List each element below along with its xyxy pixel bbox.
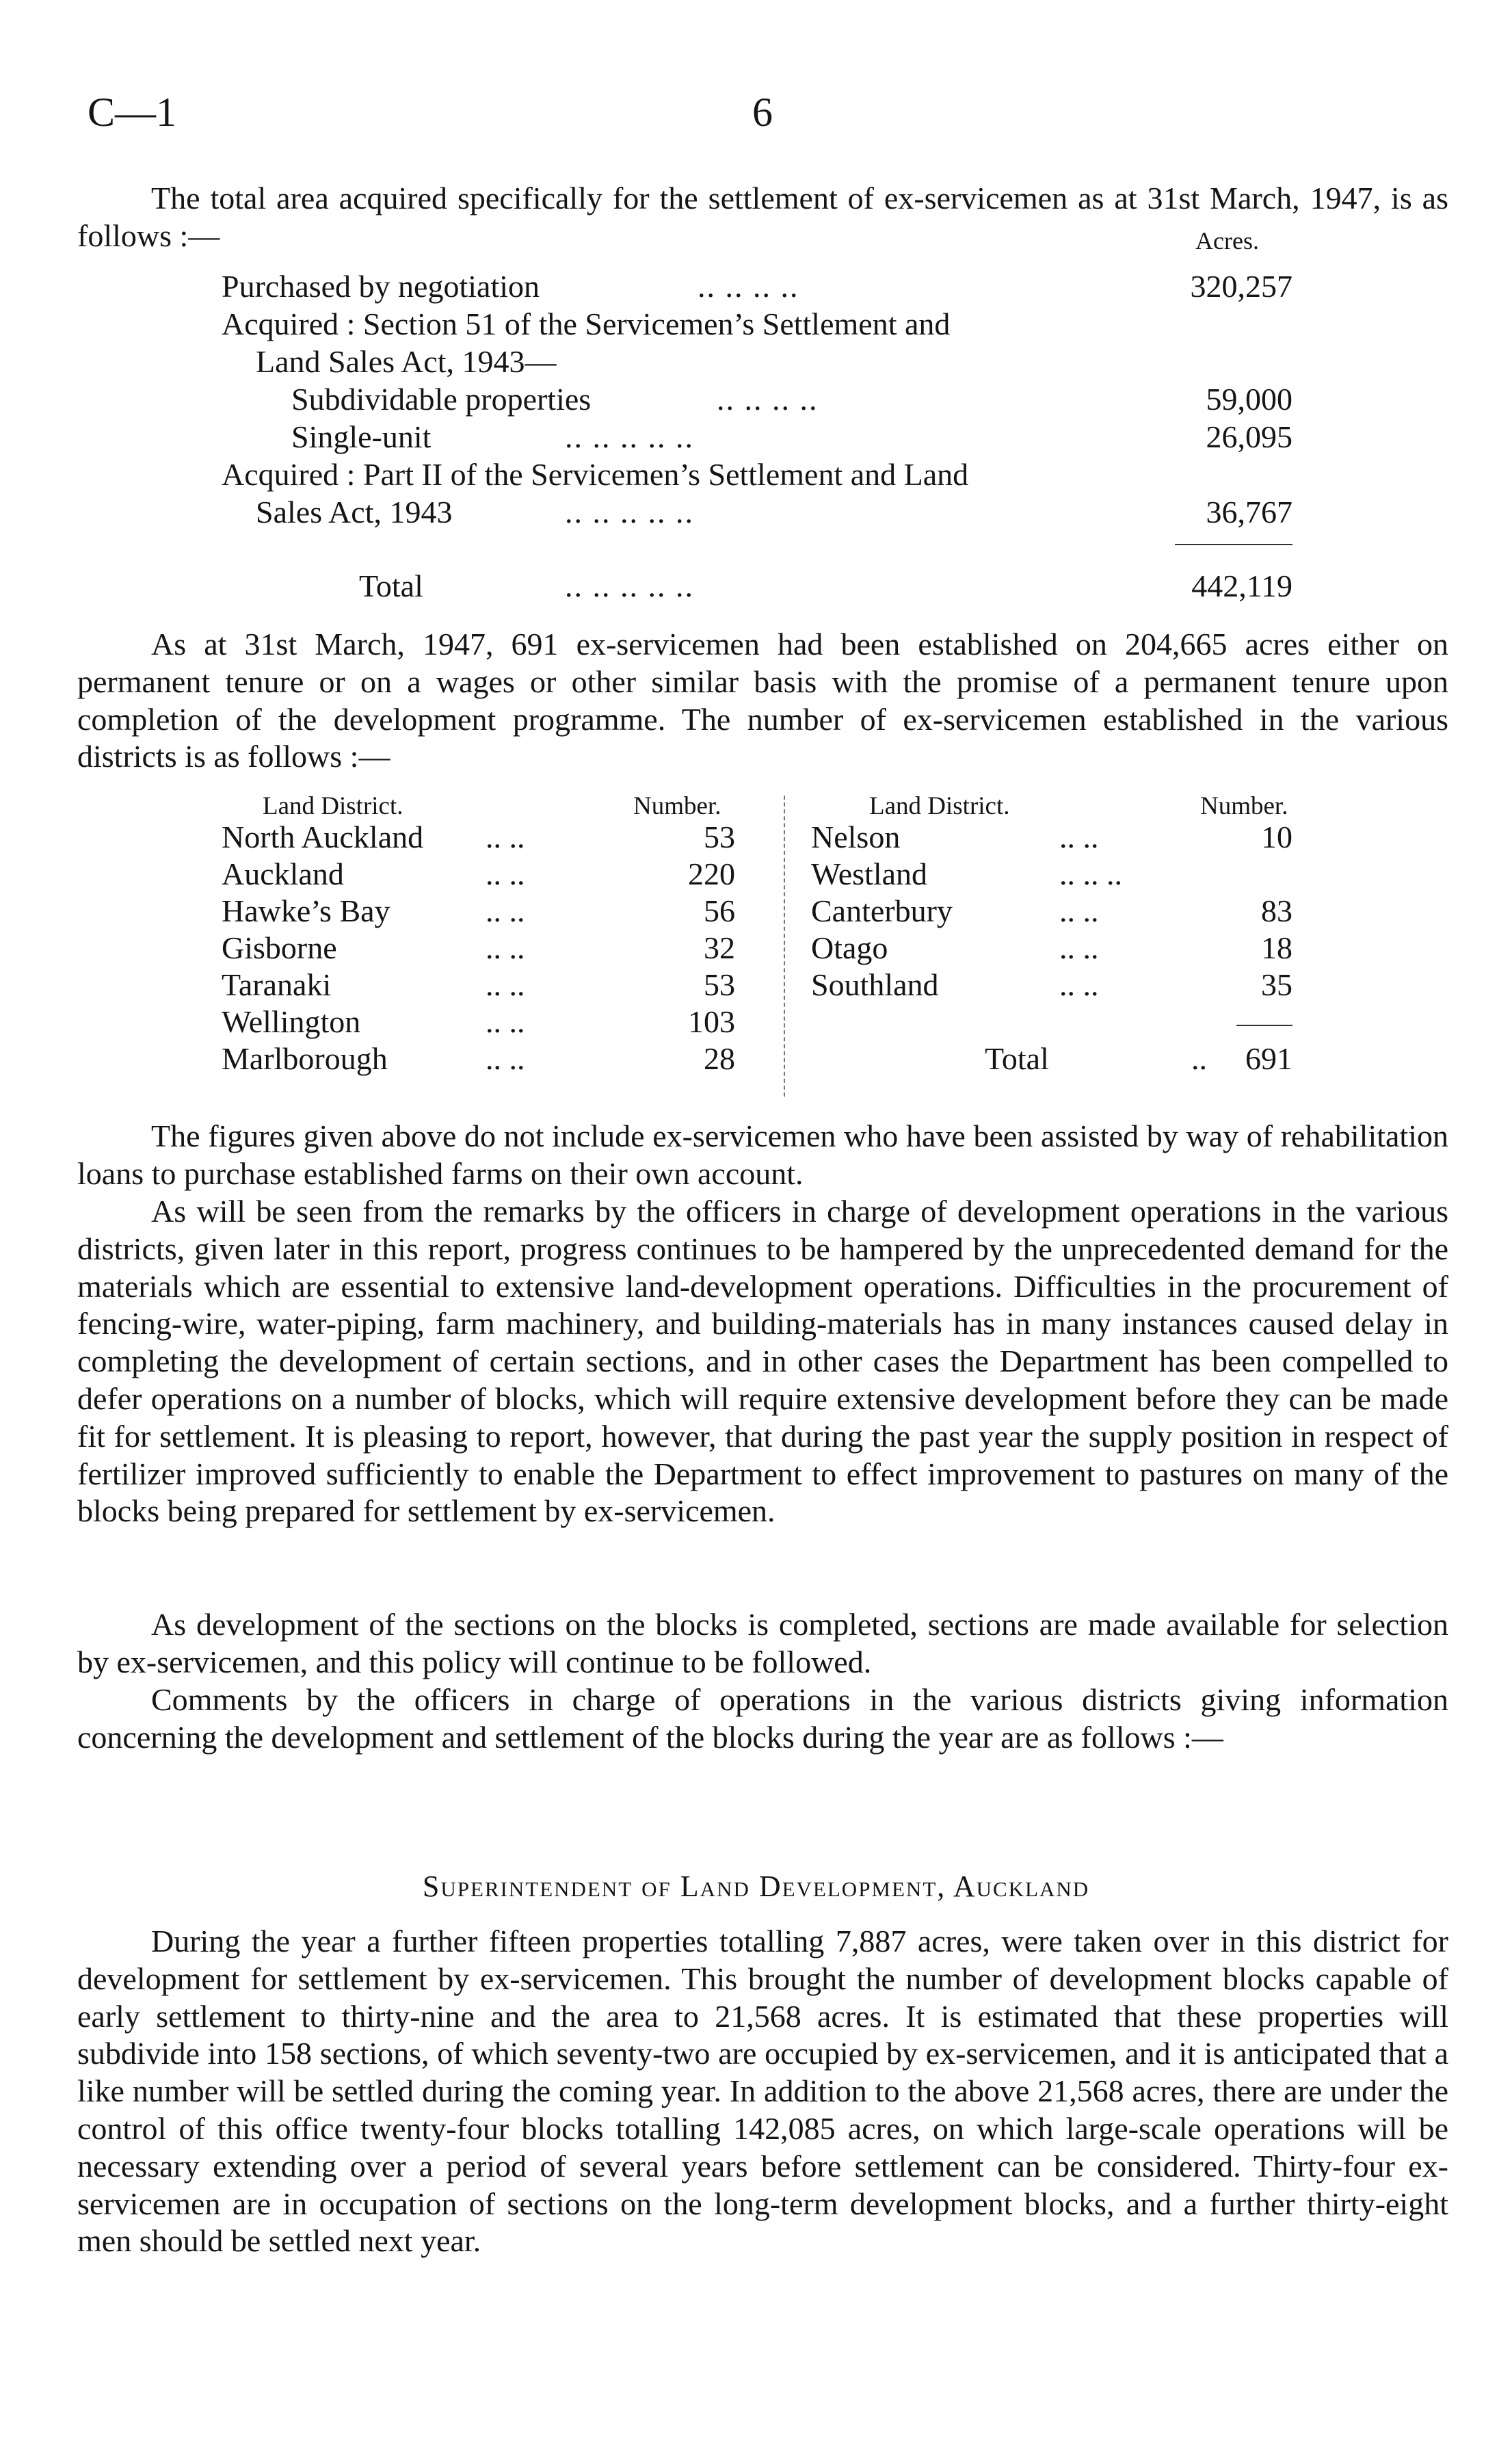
- table-row-district: Gisborne: [222, 930, 337, 965]
- area-total-leader: .. .. .. .. ..: [565, 568, 694, 603]
- subdividable-value: 59,000: [1206, 382, 1292, 417]
- single-unit-leader: .. .. .. .. ..: [565, 419, 694, 454]
- table-row-district: Marlborough: [222, 1041, 388, 1076]
- table-row-number: 32: [704, 930, 735, 965]
- table-row-number: 103: [688, 1004, 735, 1039]
- acquired-s51-line: Acquired : Section 51 of the Servicemen’s Settlement and: [222, 306, 951, 341]
- total-rule: [1175, 544, 1292, 545]
- section-heading: Superintendent of Land Development, Auckland: [422, 1870, 1090, 1903]
- area-total-value: 442,119: [1191, 568, 1292, 603]
- acres-column-heading: Acres.: [1195, 227, 1259, 254]
- table-row-number: 220: [688, 856, 735, 891]
- table-row-number: 83: [1261, 893, 1292, 928]
- established-paragraph: As at 31st March, 1947, 691 ex-servicemen had been established on 204,665 acres either on permanent tenure or on a wages or other similar basis with the promise of a permanent tenure upon completion of the development programme. The number of ex-servicemen established in the various districts is as follows :—: [77, 627, 1448, 774]
- table-row-leader: .. ..: [486, 1041, 525, 1076]
- table-row-district: Southland: [811, 967, 939, 1002]
- single-unit-label: Single-unit: [291, 419, 432, 454]
- table-row-leader: .. ..: [1059, 820, 1099, 854]
- left-district-header: Land District.: [263, 792, 403, 820]
- left-number-header: Number.: [633, 792, 721, 820]
- comments-paragraph: Comments by the officers in charge of operations in the various districts giving information concerning the development and settlement of the blocks during the year are as follows :—: [77, 1682, 1448, 1755]
- table-row-number: 56: [704, 893, 735, 928]
- table-row-number: 53: [704, 967, 735, 1002]
- column-divider: [784, 796, 785, 1097]
- right-district-header: Land District.: [869, 792, 1010, 820]
- purchased-value: 320,257: [1190, 269, 1292, 304]
- development-paragraph: As will be seen from the remarks by the officers in charge of development operations in the various districts, given later in this report, progress continues to be hampered by the unprecedented demand for the materials which are essential to extensive land-development operations. Difficulties in the procurement of fencing-wire, water-piping, farm machinery, and building-materials has in many instances caused delay in completing the development of certain sections, and in other cases the Department has been compelled to defer operations on a number of blocks, which will require extensive development before they can be made fit for settlement. It is pleasing to report, however, that during the past year the supply position in respect of fertilizer improved sufficiently to enable the Department to effect improvement to pastures on many of the blocks being prepared for settlement by ex-servicemen.: [77, 1194, 1448, 1529]
- table-total-rule: [1236, 1025, 1292, 1026]
- auckland-paragraph: During the year a further fifteen properties totalling 7,887 acres, were taken over in this district for development for settlement by ex-servicemen. This brought the number of development blocks capable of early settlement to thirty-nine and the area to 21,568 acres. It is estimated that these properties will subdivide into 158 sections, of which seventy-two are occupied by ex-servicemen, and it is anticipated that a like number will be settled during the coming year. In addition to the above 21,568 acres, there are under the control of this office twenty-four blocks totalling 142,085 acres, on which large-scale operations will be necessary extending over a period of several years before settlement can be considered. Thirty-four ex-servicemen are in occupation of sections on the long-term development blocks, and a further thirty-eight men should be settled next year.: [77, 1924, 1448, 2259]
- acquired-part2-leader: .. .. .. .. ..: [565, 495, 694, 529]
- table-row-district: Otago: [811, 930, 888, 965]
- acquired-part2-value: 36,767: [1206, 495, 1292, 529]
- table-row-leader: .. ..: [486, 930, 525, 965]
- acquired-part2-label: Sales Act, 1943: [256, 495, 453, 529]
- table-total-leader: ..: [1191, 1041, 1207, 1076]
- acquired-s51-continuation: Land Sales Act, 1943—: [256, 344, 557, 379]
- intro-paragraph: The total area acquired specifically for the settlement of ex-servicemen as at 31st March, 1947, is as follows :—: [77, 181, 1448, 253]
- table-row-leader: .. ..: [1059, 967, 1099, 1002]
- table-row-district: North Auckland: [222, 820, 424, 854]
- acquired-part2-line: Acquired : Part II of the Servicemen’s Settlement and Land: [222, 457, 969, 492]
- table-row-leader: .. ..: [1059, 893, 1099, 928]
- table-row-district: Nelson: [811, 820, 901, 854]
- table-row-leader: .. .. ..: [1059, 856, 1122, 891]
- purchased-leader: .. .. .. ..: [698, 269, 799, 304]
- table-row-leader: .. ..: [486, 893, 525, 928]
- table-row-district: Hawke’s Bay: [222, 893, 390, 928]
- table-row-leader: .. ..: [486, 1004, 525, 1039]
- table-row-leader: .. ..: [486, 856, 525, 891]
- table-total-number: 691: [1245, 1041, 1292, 1076]
- table-row-number: 28: [704, 1041, 735, 1076]
- table-total-label: Total: [985, 1041, 1049, 1076]
- table-row-district: Canterbury: [811, 893, 953, 928]
- page-number: 6: [752, 90, 773, 135]
- right-number-header: Number.: [1200, 792, 1288, 820]
- purchased-label: Purchased by negotiation: [222, 269, 540, 304]
- table-row-leader: .. ..: [486, 820, 525, 854]
- table-row-district: Wellington: [222, 1004, 361, 1039]
- table-row-district: Auckland: [222, 856, 344, 891]
- table-row-district: Taranaki: [222, 967, 332, 1002]
- table-row-leader: .. ..: [486, 967, 525, 1002]
- area-total-label: Total: [359, 568, 423, 603]
- table-row-number: 53: [704, 820, 735, 854]
- selection-paragraph: As development of the sections on the blocks is completed, sections are made available for selection by ex-servicemen, and this policy will continue to be followed.: [77, 1607, 1448, 1679]
- rehabilitation-paragraph: The figures given above do not include ex-servicemen who have been assisted by way of rehabilitation loans to purchase established farms on their own account.: [77, 1118, 1448, 1191]
- table-row-leader: .. ..: [1059, 930, 1099, 965]
- table-row-number: 18: [1261, 930, 1292, 965]
- single-unit-value: 26,095: [1206, 419, 1292, 454]
- subdividable-leader: .. .. .. ..: [717, 382, 819, 417]
- table-row-district: Westland: [811, 856, 928, 891]
- table-row-number: 10: [1261, 820, 1292, 854]
- report-code: C—1: [88, 90, 177, 135]
- subdividable-label: Subdividable properties: [291, 382, 592, 417]
- table-row-number: 35: [1261, 967, 1292, 1002]
